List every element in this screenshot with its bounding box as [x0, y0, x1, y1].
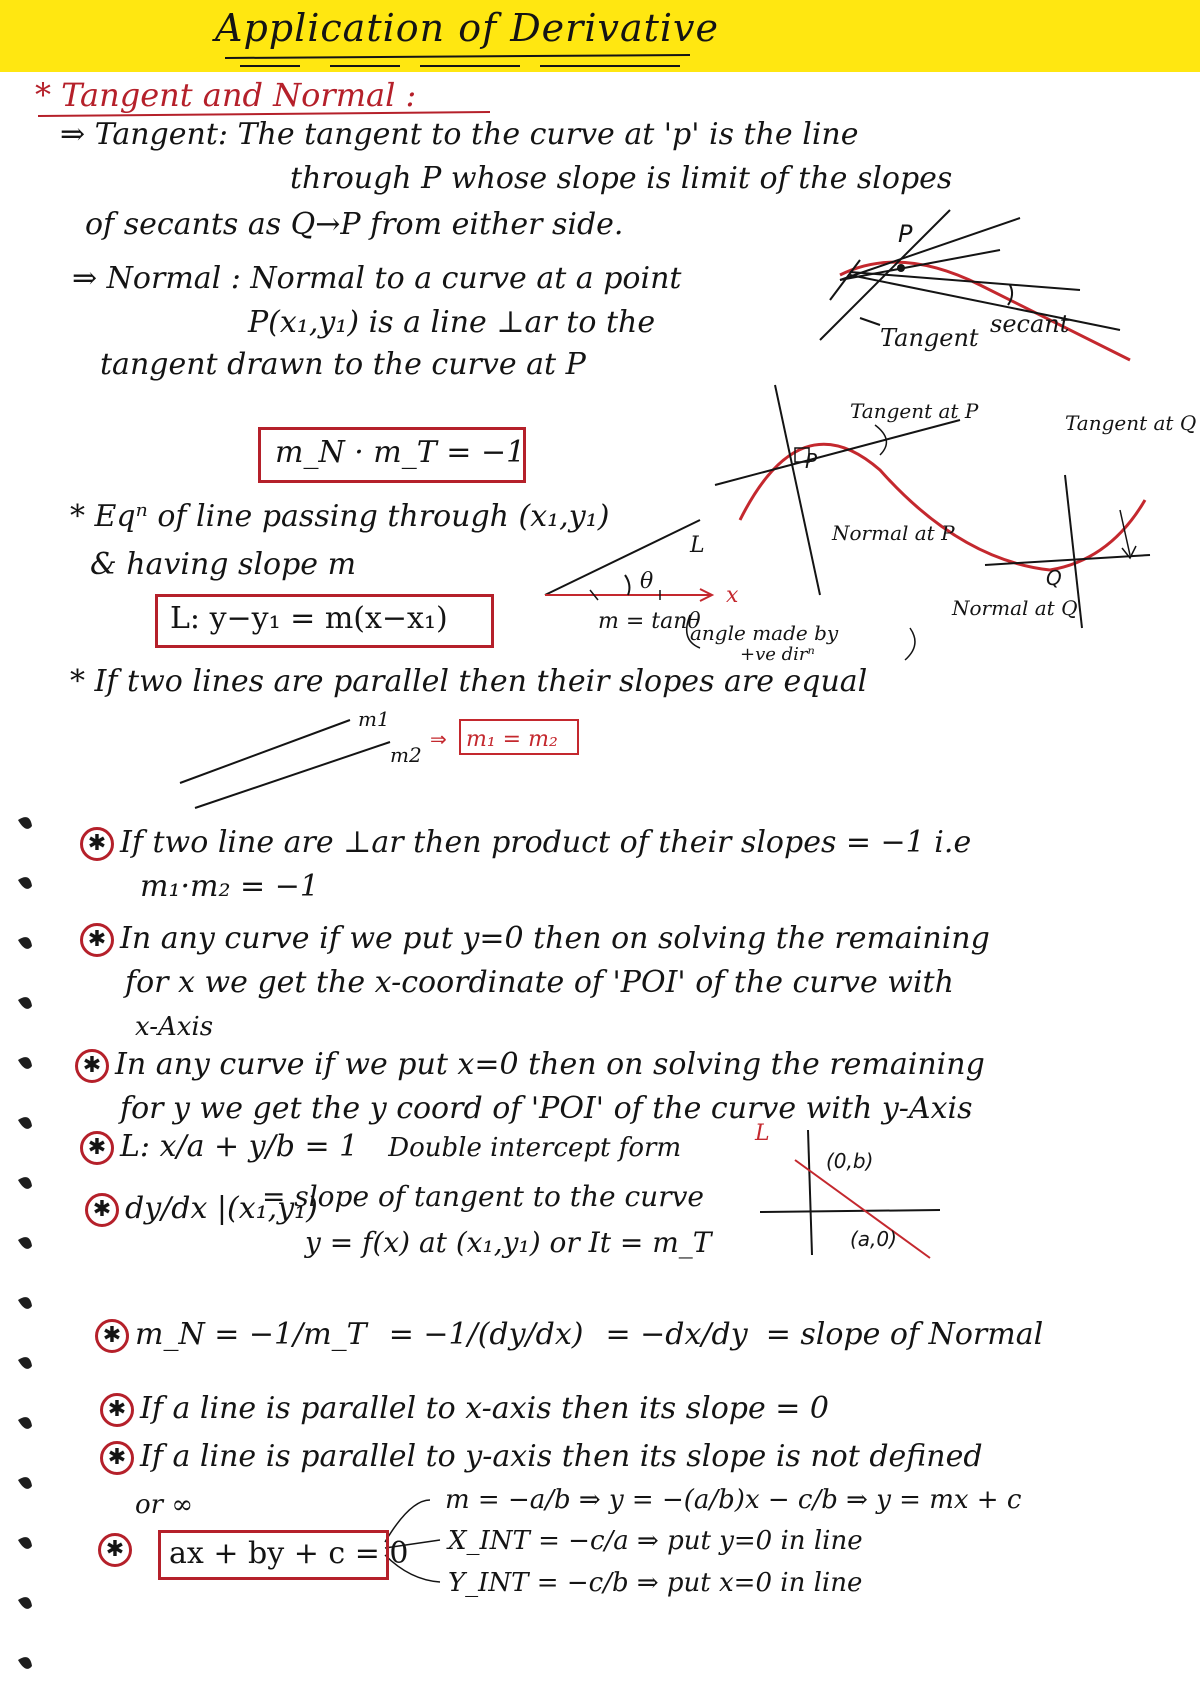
slope-normal-row	[95, 1318, 1043, 1353]
eqn-line-text1: * Eqⁿ of line passing through (x₁,y₁)	[70, 499, 610, 534]
general-line-box	[158, 1530, 409, 1580]
slope-normal-rhs: = −dx/dy	[605, 1317, 748, 1352]
normal-def-line3: tangent drawn to the curve at P	[100, 347, 586, 382]
slope-normal-lhs: m_N = −1/m_T	[135, 1317, 367, 1352]
intercept-line	[80, 1130, 681, 1165]
section-heading: * Tangent and Normal :	[35, 76, 417, 114]
binding-marks	[18, 817, 32, 1669]
slope-theta: θ	[640, 569, 654, 594]
star-bullet-icon: ✱	[95, 1319, 129, 1353]
intercept-label: Double intercept form	[388, 1133, 682, 1163]
fig2-normal-at-p: Normal at P	[832, 521, 955, 545]
intercept-pt-b: (0,b)	[826, 1149, 874, 1173]
star-bullet-icon: ✱	[80, 923, 114, 957]
parallel-m1: m1	[358, 707, 390, 731]
star-bullet-icon: ✱	[100, 1441, 134, 1475]
star-bullet-icon: ✱	[100, 1393, 134, 1427]
slope-tangent-lhs: dy/dx |(x₁,y₁)	[125, 1191, 318, 1226]
eqn-line-text2: & having slope m	[90, 547, 357, 582]
yaxis-poi-text: In any curve if we put x=0 then on solving the remaining	[115, 1047, 985, 1082]
parallel-arrow: ⇒	[430, 727, 447, 751]
tangent-def-line2: through P whose slope is limit of the slopes	[290, 161, 953, 196]
fig1-tangent-label: Tangent	[880, 324, 979, 352]
yaxis-poi-line2: for y we get the y coord of 'POI' of the curve with y-Axis	[120, 1091, 973, 1126]
slope-angle-figure	[545, 520, 712, 601]
fig1-p-label: P	[898, 220, 913, 248]
general-line-row	[98, 1532, 138, 1567]
intercept-pt-a: (a,0)	[850, 1227, 897, 1251]
fig1-secant-label: secant	[990, 310, 1070, 338]
general-line-slope: m = −a/b ⇒ y = −(a/b)x − c/b ⇒ y = mx + c	[445, 1485, 1022, 1515]
slope-note1: angle made by	[690, 621, 839, 645]
parallel-y-row	[100, 1440, 983, 1475]
fig2-tangent-at-p: Tangent at P	[850, 399, 979, 423]
star-bullet-icon: ✱	[98, 1533, 132, 1567]
tangent-def-line1: ⇒ Tangent: The tangent to the curve at 'p' is the line	[60, 117, 859, 152]
parallel-y-line2: or ∞	[135, 1490, 194, 1520]
tangent-def-line3: of secants as Q→P from either side.	[85, 207, 624, 242]
slope-tangent-text1: = slope of tangent to the curve	[262, 1180, 704, 1213]
slope-normal-text: = slope of Normal	[765, 1317, 1044, 1352]
title-underlines	[225, 55, 690, 66]
general-line-yint: Y_INT = −c/b ⇒ put x=0 in line	[448, 1568, 863, 1598]
general-line-xint: X_INT = −c/a ⇒ put y=0 in line	[448, 1526, 863, 1556]
perpendicular-text: If two line are ⊥ar then product of their slopes = −1 i.e	[120, 825, 972, 860]
perpendicular-line1	[80, 826, 971, 861]
perpendicular-line2: m₁·m₂ = −1	[140, 869, 319, 904]
parallel-x-text: If a line is parallel to x-axis then its slope = 0	[140, 1391, 830, 1426]
normal-def-line2: P(x₁,y₁) is a line ⊥ar to the	[248, 305, 656, 340]
heading-underline	[38, 112, 490, 116]
xaxis-poi-line1	[80, 922, 990, 957]
normal-def-line1: ⇒ Normal : Normal to a curve at a point	[72, 261, 682, 296]
slope-note2: +ve dirⁿ	[740, 644, 815, 665]
intercept-formula: L: x/a + y/b = 1	[120, 1129, 359, 1164]
slope-m-eq: m = tanθ	[598, 609, 701, 634]
star-bullet-icon: ✱	[85, 1193, 119, 1227]
star-bullet-icon: ✱	[80, 1131, 114, 1165]
fig2-p-label: P	[805, 449, 818, 473]
slope-normal-mid: = −1/(dy/dx)	[388, 1317, 584, 1352]
star-bullet-icon: ✱	[80, 827, 114, 861]
slope-x-label: x	[726, 583, 739, 608]
yaxis-poi-line1	[75, 1048, 985, 1083]
slope-l-label: L	[690, 533, 705, 558]
parallel-text: * If two lines are parallel then their slopes are equal	[70, 664, 868, 699]
xaxis-poi-line2: for x we get the x-coordinate of 'POI' of the curve with	[125, 965, 954, 1000]
slope-tangent-text2: y = f(x) at (x₁,y₁) or It = m_T	[305, 1226, 712, 1259]
page-title: Application of Derivative	[215, 6, 719, 50]
parallel-result: m₁ = m₂	[466, 727, 558, 752]
parallel-m2: m2	[390, 743, 422, 767]
fig2-q-label: Q	[1046, 566, 1062, 590]
general-line-formula: ax + by + c = 0	[169, 1536, 409, 1571]
xaxis-poi-line3: x-Axis	[135, 1012, 214, 1042]
parallel-y-text: If a line is parallel to y-axis then its slope is not defined	[140, 1439, 983, 1474]
intercept-l-label: L	[755, 1121, 770, 1146]
star-bullet-icon: ✱	[75, 1049, 109, 1083]
xaxis-poi-text: In any curve if we put y=0 then on solving the remaining	[120, 921, 990, 956]
point-slope-formula: L: y−y₁ = m(x−x₁)	[170, 601, 448, 636]
fig2-normal-at-q: Normal at Q	[952, 596, 1078, 620]
parallel-x-row	[100, 1392, 829, 1427]
product-formula: m_N · m_T = −1	[275, 435, 526, 470]
fig2-tangent-at-q: Tangent at Q	[1065, 411, 1197, 435]
